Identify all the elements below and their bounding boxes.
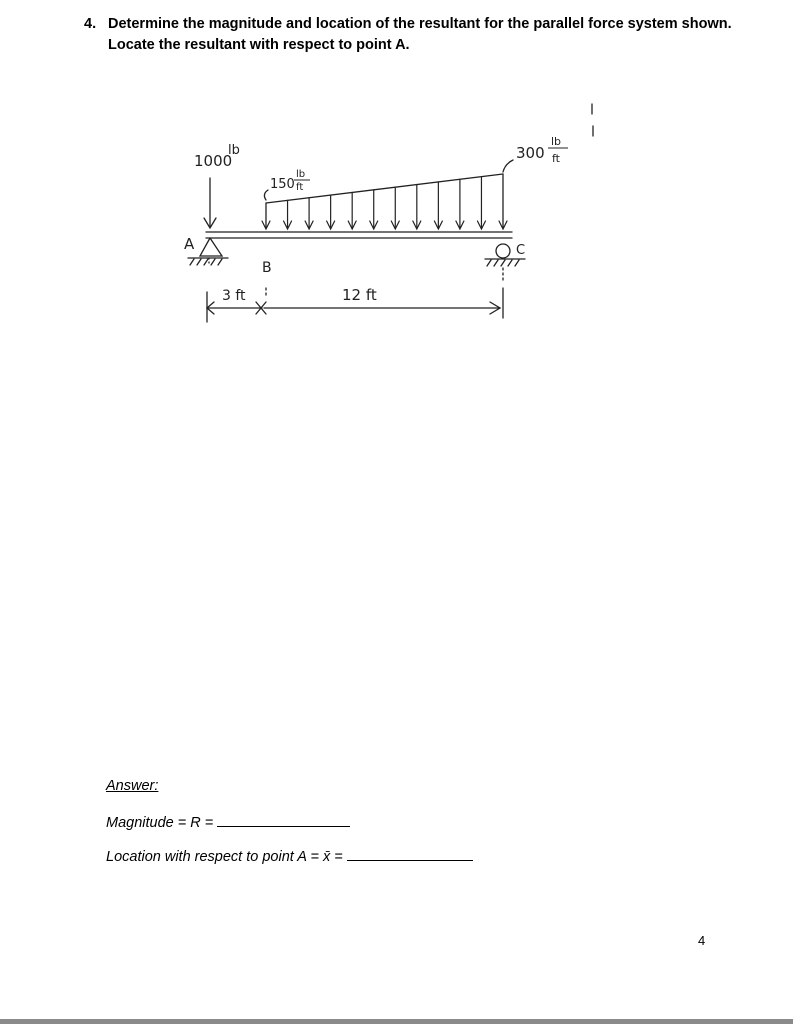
problem-text: Determine the magnitude and location of the resultant for the parallel force system shown. Locate the resultant with respect to point A.	[108, 16, 732, 53]
page-number: 4	[698, 933, 706, 948]
location-row	[106, 846, 473, 865]
dimension-3ft: 3 ft	[222, 288, 246, 304]
point-force-unit: lb	[228, 143, 240, 158]
magnitude-row	[106, 812, 350, 831]
magnitude-blank[interactable]	[217, 812, 350, 827]
label-b: B	[262, 260, 272, 276]
location-label: Location with respect to point A = x̄ =	[106, 849, 343, 865]
magnitude-label: Magnitude = R =	[106, 815, 214, 831]
label-a: A	[184, 235, 195, 253]
load-start-value: 150	[270, 177, 295, 192]
bottom-border	[0, 1019, 793, 1024]
dimension-12ft: 12 ft	[342, 286, 377, 304]
problem-number: 4.	[84, 16, 97, 32]
load-start-unit-bottom: ft	[296, 182, 304, 193]
load-start-unit-top: lb	[296, 169, 306, 180]
load-end-unit-top: lb	[551, 135, 562, 148]
load-end-value: 300	[516, 144, 545, 162]
label-c: C	[516, 243, 526, 258]
location-blank[interactable]	[347, 846, 473, 861]
answer-heading: Answer:	[106, 778, 159, 794]
point-force-value: 1000	[194, 152, 233, 170]
force-diagram	[0, 0, 793, 400]
load-end-unit-bottom: ft	[552, 152, 560, 165]
